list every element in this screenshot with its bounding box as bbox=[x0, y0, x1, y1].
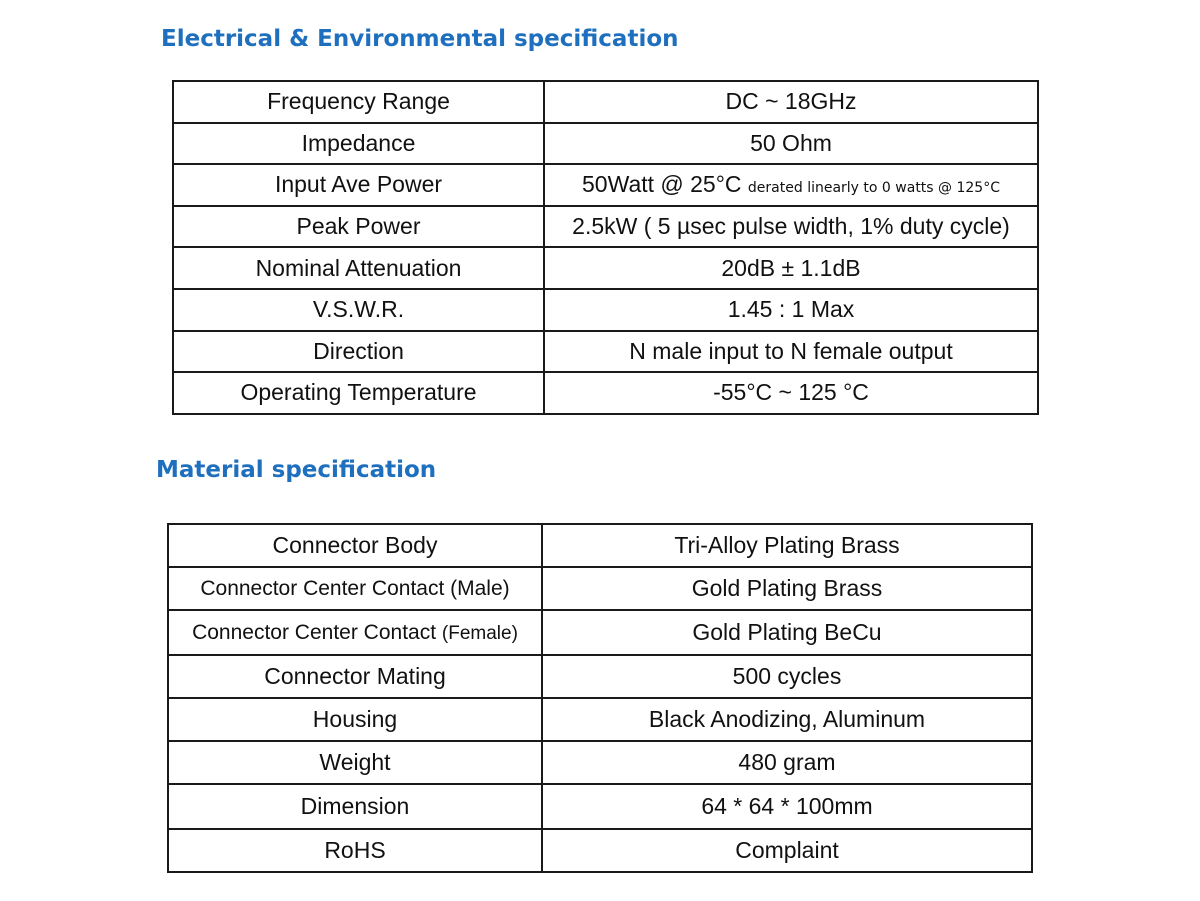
spec-value: Tri-Alloy Plating Brass bbox=[542, 524, 1032, 567]
table-row bbox=[168, 698, 1032, 741]
spec-value: 50Watt @ 25°C bbox=[582, 171, 742, 198]
spec-value: 500 cycles bbox=[542, 655, 1032, 698]
spec-value-note: derated linearly to 0 watts @ 125°C bbox=[747, 180, 1000, 197]
spec-label: Housing bbox=[168, 698, 542, 741]
spec-value: 1.45 : 1 Max bbox=[544, 289, 1038, 331]
table-row bbox=[173, 331, 1038, 373]
table-row bbox=[168, 567, 1032, 610]
spec-value: Gold Plating BeCu bbox=[542, 610, 1032, 655]
spec-value: 64 * 64 * 100mm bbox=[542, 784, 1032, 829]
spec-label: Frequency Range bbox=[173, 81, 544, 123]
spec-label: Nominal Attenuation bbox=[173, 247, 544, 289]
spec-value: 20dB ± 1.1dB bbox=[544, 247, 1038, 289]
spec-label: Weight bbox=[168, 741, 542, 784]
spec-value: Black Anodizing, Aluminum bbox=[542, 698, 1032, 741]
table-row bbox=[173, 289, 1038, 331]
spec-label: Connector Mating bbox=[168, 655, 542, 698]
spec-value: DC ~ 18GHz bbox=[544, 81, 1038, 123]
spec-label: Operating Temperature bbox=[173, 372, 544, 414]
spec-value: Gold Plating Brass bbox=[542, 567, 1032, 610]
spec-label-suffix: (Female) bbox=[441, 622, 518, 644]
table-row bbox=[173, 206, 1038, 248]
spec-value: Complaint bbox=[542, 829, 1032, 872]
spec-label: Connector Body bbox=[168, 524, 542, 567]
table-row bbox=[173, 372, 1038, 414]
table-row bbox=[168, 741, 1032, 784]
spec-label: Direction bbox=[173, 331, 544, 373]
spec-value: N male input to N female output bbox=[544, 331, 1038, 373]
spec-value: 50 Ohm bbox=[544, 123, 1038, 165]
spec-value: 480 gram bbox=[542, 741, 1032, 784]
spec-value: -55°C ~ 125 °C bbox=[544, 372, 1038, 414]
table-row bbox=[168, 524, 1032, 567]
material-spec-title: Material specification bbox=[156, 457, 437, 483]
spec-label: Input Ave Power bbox=[173, 164, 544, 206]
material-spec-table bbox=[167, 523, 1033, 873]
spec-label: V.S.W.R. bbox=[173, 289, 544, 331]
spec-label: Peak Power bbox=[173, 206, 544, 248]
electrical-spec-table bbox=[172, 80, 1039, 415]
spec-label: RoHS bbox=[168, 829, 542, 872]
spec-label: Dimension bbox=[168, 784, 542, 829]
table-row bbox=[173, 164, 1038, 206]
table-row bbox=[168, 610, 1032, 655]
spec-label: Connector Center Contact bbox=[192, 620, 437, 644]
spec-value: 2.5kW ( 5 µsec pulse width, 1% duty cycle) bbox=[544, 206, 1038, 248]
spec-value-cell bbox=[544, 164, 1038, 206]
table-row bbox=[168, 829, 1032, 872]
table-row bbox=[168, 655, 1032, 698]
electrical-spec-title: Electrical & Environmental specification bbox=[161, 26, 679, 52]
table-row bbox=[173, 81, 1038, 123]
table-row bbox=[168, 784, 1032, 829]
spec-label: Impedance bbox=[173, 123, 544, 165]
spec-label-cell bbox=[168, 610, 542, 655]
table-row bbox=[173, 123, 1038, 165]
table-row bbox=[173, 247, 1038, 289]
spec-label: Connector Center Contact (Male) bbox=[168, 567, 542, 610]
